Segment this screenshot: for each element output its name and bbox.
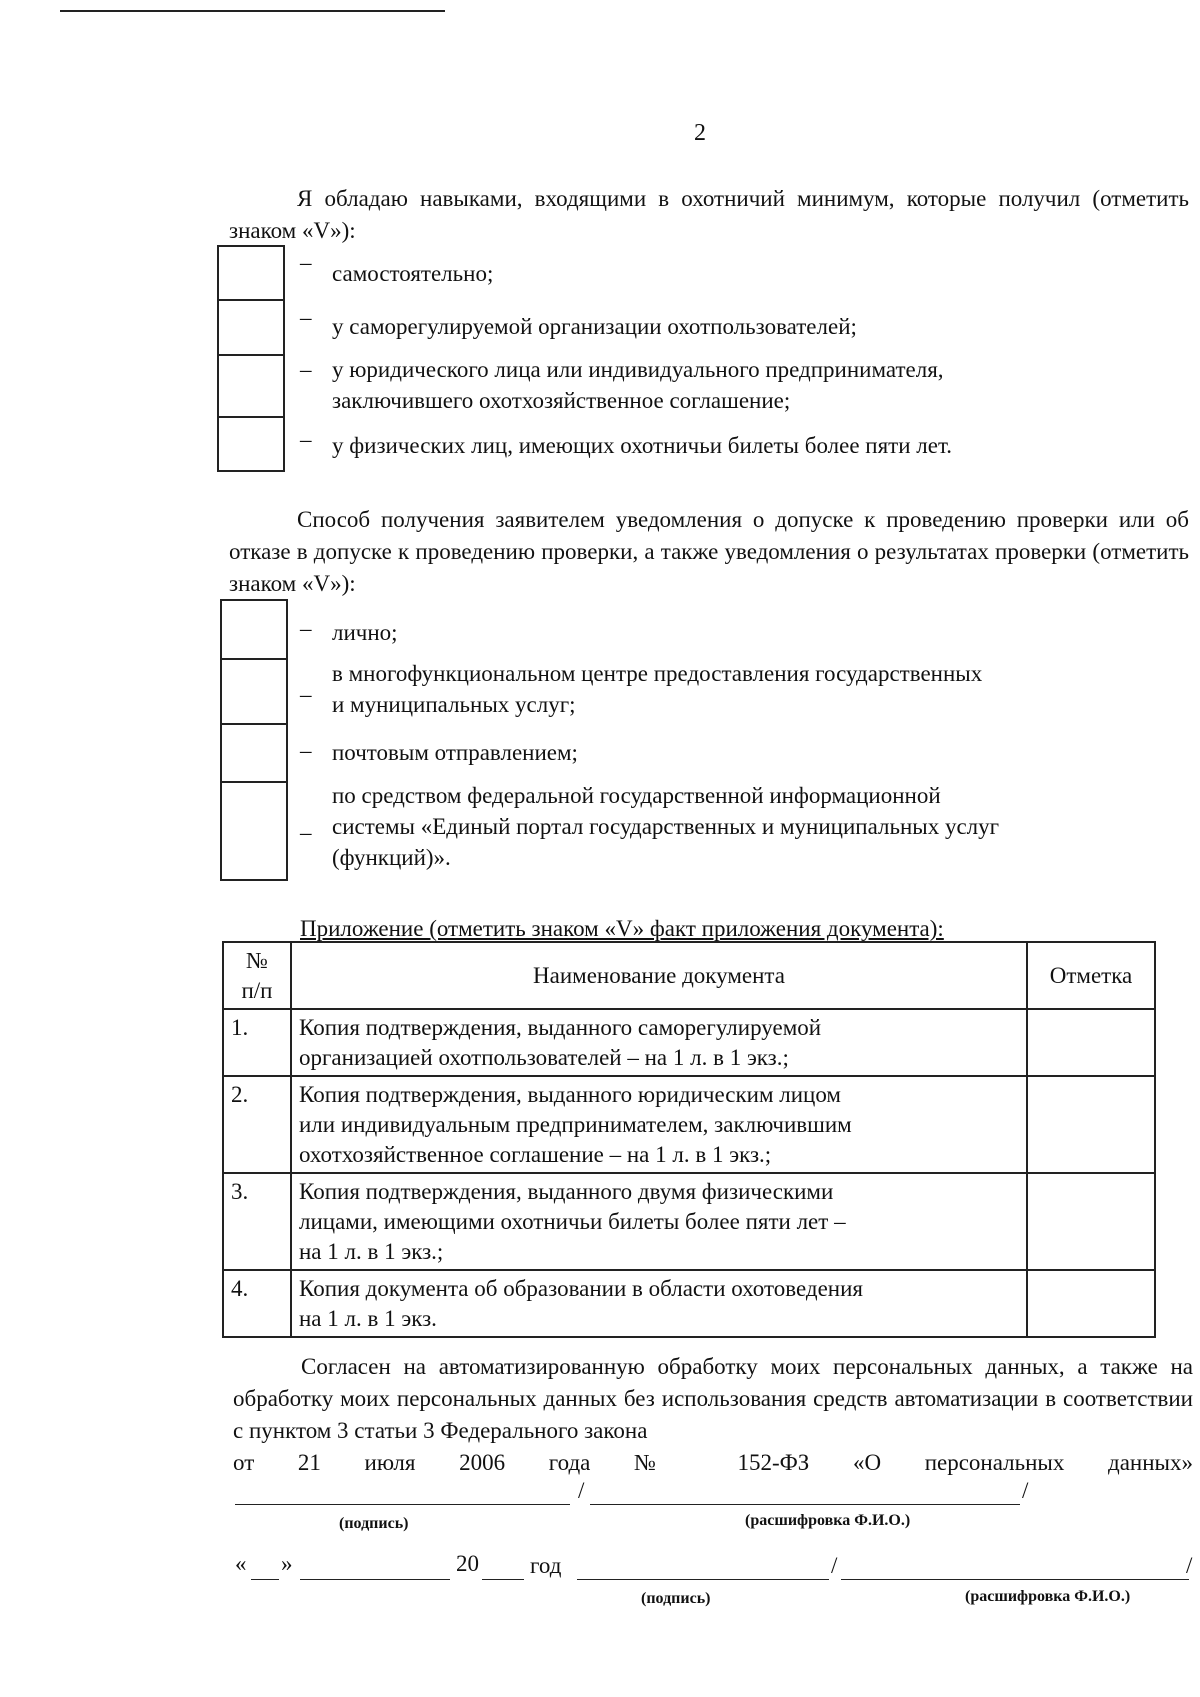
table-row (223, 1076, 1155, 1173)
row-number: 4. (223, 1270, 291, 1337)
notification-checkbox-3[interactable] (220, 723, 288, 783)
notification-intro: Способ получения заявителем уведомления о допуске к проведению проверки или об отказе в допуске к проведению проверки, а также уведомления о результатах проверки (отметить знаком «V»): (229, 507, 1189, 596)
dash: – (300, 682, 312, 707)
date-name-line[interactable] (841, 1579, 1189, 1580)
table-header-row (223, 942, 1155, 1009)
notification-checkbox-2[interactable] (220, 658, 288, 725)
page-number: 2 (694, 120, 706, 146)
row-mark-cell[interactable] (1027, 1076, 1155, 1173)
name-caption: (расшифровка Ф.И.О.) (745, 1512, 911, 1529)
dash: – (300, 305, 312, 330)
attachment-table (222, 941, 1156, 1338)
notification-option-1: лично; (332, 620, 398, 645)
skills-option-2: у саморегулируемой организации охотпользователей; (332, 314, 857, 339)
notification-option-3: почтовым отправлением; (332, 740, 578, 765)
signature-caption: (подпись) (339, 1515, 409, 1532)
dash: – (300, 427, 312, 452)
row-document: Копия подтверждения, выданного саморегулируемой организацией охотпользователей – на 1 л. в 1 экз.; (291, 1009, 1027, 1076)
attachment-title: Приложение (отметить знаком «V» факт приложения документа): (300, 916, 944, 941)
notification-checkbox-1[interactable] (220, 599, 288, 660)
signature-line[interactable] (235, 1504, 570, 1505)
header-rule (60, 10, 445, 12)
skills-checkbox-3[interactable] (217, 354, 285, 418)
skills-checkbox-1[interactable] (217, 245, 285, 301)
notification-option-4: по средством федеральной государственной информационной системы «Единый портал государственных и муниципальных услуг (функций)». (332, 783, 1000, 870)
consent-text: Согласен на автоматизированную обработку моих персональных данных, а также на обработку моих персональных данных без использования средств автоматизации в соответствии с пунктом 3 статьи 3 Федерального закона (233, 1354, 1193, 1443)
dash: – (300, 820, 312, 845)
skills-option-1: самостоятельно; (332, 261, 494, 286)
table-row (223, 1173, 1155, 1270)
header-number: № п/п (223, 942, 291, 1009)
date-signature-line[interactable] (577, 1579, 829, 1580)
dash: – (300, 616, 312, 641)
name-slash: / (1022, 1478, 1029, 1503)
date-name-caption: (расшифровка Ф.И.О.) (965, 1588, 1131, 1605)
date-signature-slash: / (831, 1553, 838, 1578)
skills-checkbox-4[interactable] (217, 416, 285, 472)
header-document-name: Наименование документа (291, 942, 1027, 1009)
table-row (223, 1270, 1155, 1337)
skills-option-4: у физических лиц, имеющих охотничьи билеты более пяти лет. (332, 433, 953, 458)
date-day-line[interactable] (251, 1579, 279, 1580)
row-document: Копия документа об образовании в области охотоведения на 1 л. в 1 экз. (291, 1270, 1027, 1337)
row-mark-cell[interactable] (1027, 1009, 1155, 1076)
date-close-quote: » (281, 1551, 293, 1576)
skills-checkbox-2[interactable] (217, 299, 285, 356)
date-year-prefix: 20 (456, 1551, 479, 1576)
notification-option-2: в многофункциональном центре предоставления государственных и муниципальных услуг; (332, 661, 983, 717)
table-row (223, 1009, 1155, 1076)
row-number: 2. (223, 1076, 291, 1173)
consent-text-last: от 21 июля 2006 года № 152-ФЗ «О персональных данных» (233, 1450, 1193, 1475)
header-mark: Отметка (1027, 942, 1155, 1009)
row-mark-cell[interactable] (1027, 1173, 1155, 1270)
row-mark-cell[interactable] (1027, 1270, 1155, 1337)
skills-intro: Я обладаю навыками, входящими в охотничий минимум, которые получил (отметить знаком «V»): (229, 186, 1189, 243)
date-signature-caption: (подпись) (641, 1590, 711, 1607)
name-line[interactable] (590, 1504, 1020, 1505)
date-name-slash: / (1186, 1553, 1193, 1578)
dash: – (300, 738, 312, 763)
dash: – (300, 357, 312, 382)
date-year-word: год (530, 1553, 562, 1578)
dash: – (300, 250, 312, 275)
row-number: 3. (223, 1173, 291, 1270)
row-document: Копия подтверждения, выданного юридическим лицом или индивидуальным предпринимателем, заключившим охотхозяйственное соглашение – на 1 л. в 1 экз.; (291, 1076, 1027, 1173)
date-open-quote: « (235, 1551, 247, 1576)
skills-option-3: у юридического лица или индивидуального предпринимателя, заключившего охотхозяйственное соглашение; (332, 357, 944, 413)
row-number: 1. (223, 1009, 291, 1076)
date-month-line[interactable] (300, 1579, 450, 1580)
date-year-line[interactable] (482, 1579, 524, 1580)
signature-slash: / (578, 1478, 585, 1503)
notification-checkbox-4[interactable] (220, 781, 288, 881)
row-document: Копия подтверждения, выданного двумя физическими лицами, имеющими охотничьи билеты более пяти лет – на 1 л. в 1 экз.; (291, 1173, 1027, 1270)
